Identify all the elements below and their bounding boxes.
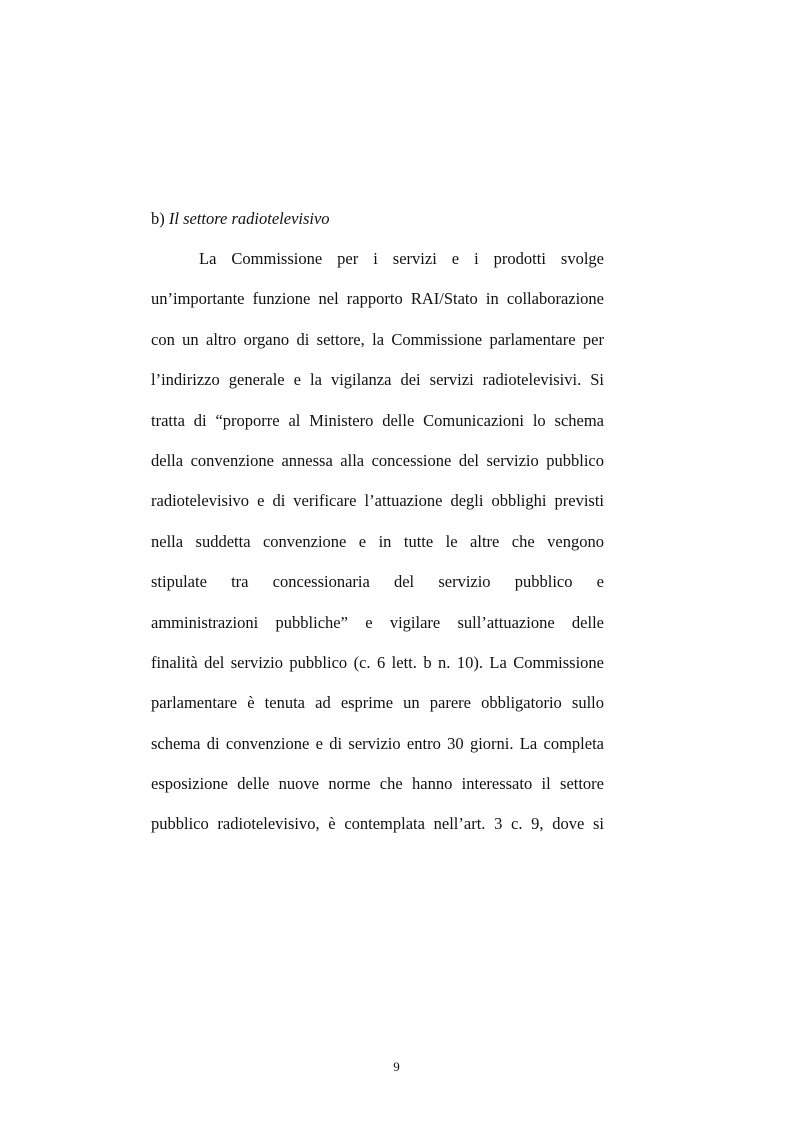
section-heading — [151, 207, 330, 231]
paragraph-line: stipulate tra concessionaria del servizio pubblico e — [151, 572, 604, 592]
paragraph-line: La Commissione per i servizi e i prodotti svolge — [199, 249, 604, 268]
section-prefix: b) — [151, 209, 165, 228]
section-title: Il settore radiotelevisivo — [168, 209, 330, 228]
paragraph-line: nella suddetta convenzione e in tutte le altre che vengono — [151, 531, 604, 551]
paragraph-line: finalità del servizio pubblico (c. 6 lett. b n. 10). La Commissione — [151, 652, 604, 672]
paragraph-line: con un altro organo di settore, la Commissione parlamentare per — [151, 329, 604, 349]
paragraph-line: tratta di “proporre al Ministero delle Comunicazioni lo schema — [151, 410, 604, 430]
paragraph-line: amministrazioni pubbliche” e vigilare sull’attuazione delle — [151, 612, 604, 632]
paragraph-line: della convenzione annessa alla concessione del servizio pubblico — [151, 450, 604, 470]
paragraph-line: schema di convenzione e di servizio entro 30 giorni. La completa — [151, 733, 604, 753]
body-paragraph — [151, 247, 604, 853]
paragraph-line: un’importante funzione nel rapporto RAI/Stato in collaborazione — [151, 289, 604, 309]
paragraph-line: parlamentare è tenuta ad esprime un parere obbligatorio sullo — [151, 693, 604, 713]
paragraph-line: esposizione delle nuove norme che hanno interessato il settore — [151, 774, 604, 794]
paragraph-line: radiotelevisivo e di verificare l’attuazione degli obblighi previsti — [151, 491, 604, 511]
paragraph-line: pubblico radiotelevisivo, è contemplata nell’art. 3 c. 9, dove si — [151, 814, 604, 834]
paragraph-line: l’indirizzo generale e la vigilanza dei servizi radiotelevisivi. Si — [151, 370, 604, 390]
page-number: 9 — [393, 1059, 400, 1074]
